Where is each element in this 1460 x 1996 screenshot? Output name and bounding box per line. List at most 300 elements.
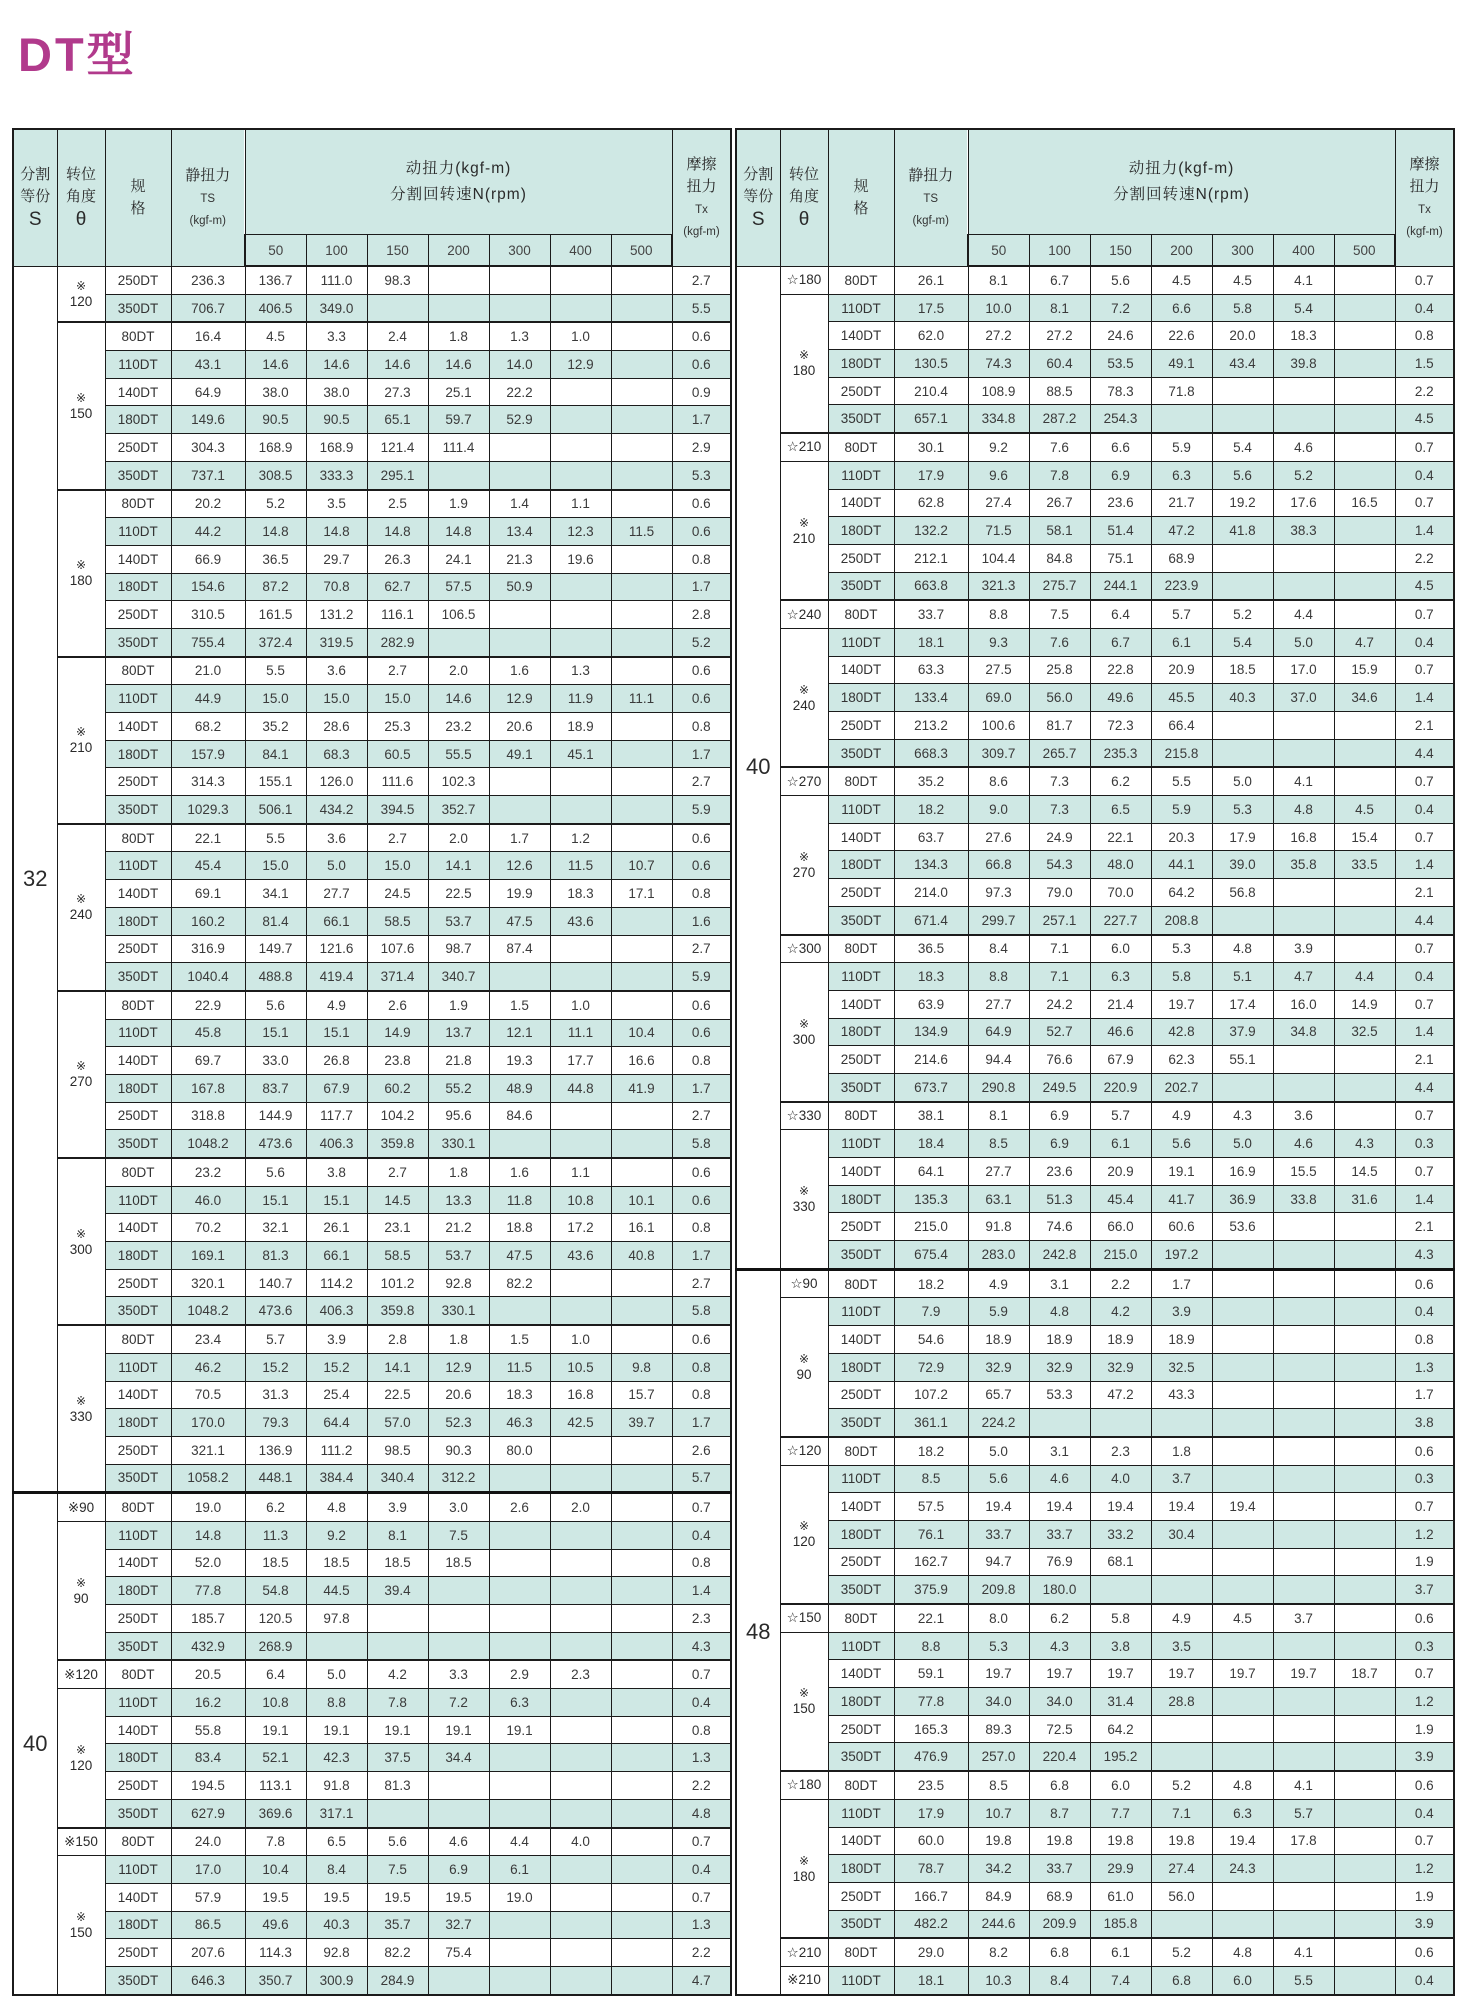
dynamic-torque-cell: 168.9 xyxy=(306,434,367,462)
dynamic-torque-cell xyxy=(1273,572,1334,600)
dynamic-torque-cell xyxy=(611,322,672,350)
friction-torque-cell: 2.2 xyxy=(1395,544,1454,572)
dynamic-torque-cell: 1.0 xyxy=(550,322,611,350)
friction-torque-cell: 0.7 xyxy=(1395,823,1454,851)
dynamic-torque-cell: 7.6 xyxy=(1029,628,1090,656)
friction-torque-cell: 5.7 xyxy=(672,1464,731,1493)
static-torque-cell: 1048.2 xyxy=(171,1297,245,1325)
dynamic-torque-cell: 3.3 xyxy=(428,1660,489,1688)
dynamic-torque-cell: 25.4 xyxy=(306,1381,367,1409)
dynamic-torque-cell xyxy=(1273,739,1334,767)
spec-cell: 180DT xyxy=(828,851,894,879)
spec-cell: 80DT xyxy=(105,824,171,852)
dynamic-torque-cell: 98.5 xyxy=(367,1436,428,1464)
dynamic-torque-cell: 3.1 xyxy=(1029,1269,1090,1298)
dynamic-torque-cell: 42.8 xyxy=(1151,1018,1212,1046)
dynamic-torque-cell xyxy=(611,490,672,518)
dynamic-torque-cell: 13.7 xyxy=(428,1019,489,1047)
dynamic-torque-cell: 352.7 xyxy=(428,796,489,824)
dynamic-torque-cell xyxy=(1273,1073,1334,1101)
angle-cell: ※ 150 xyxy=(57,1856,105,1995)
table-row xyxy=(13,1242,731,1270)
friction-torque-cell: 1.7 xyxy=(672,573,731,601)
dynamic-torque-cell: 23.8 xyxy=(367,1047,428,1075)
dynamic-torque-cell: 6.9 xyxy=(1029,1102,1090,1130)
dynamic-torque-cell: 384.4 xyxy=(306,1464,367,1493)
dynamic-torque-cell: 406.3 xyxy=(306,1130,367,1158)
table-row xyxy=(736,935,1454,963)
dynamic-torque-cell xyxy=(1273,1910,1334,1938)
static-torque-cell: 1040.4 xyxy=(171,963,245,991)
static-torque-cell: 76.1 xyxy=(894,1520,968,1548)
col-header-spec: 规 格 xyxy=(828,129,894,266)
dynamic-torque-cell xyxy=(611,1660,672,1688)
dynamic-torque-cell: 7.4 xyxy=(1090,1966,1151,1994)
dynamic-torque-cell: 26.3 xyxy=(367,545,428,573)
dynamic-torque-cell: 6.3 xyxy=(1151,461,1212,489)
spec-cell: 350DT xyxy=(828,906,894,934)
dynamic-torque-cell xyxy=(550,628,611,656)
dynamic-torque-cell: 19.7 xyxy=(1090,1660,1151,1688)
table-row xyxy=(13,1577,731,1605)
dynamic-torque-cell: 16.9 xyxy=(1212,1158,1273,1186)
spec-cell: 350DT xyxy=(828,1576,894,1604)
dynamic-torque-cell xyxy=(1212,1576,1273,1604)
dynamic-torque-cell: 52.7 xyxy=(1029,1018,1090,1046)
dynamic-torque-cell: 117.7 xyxy=(306,1102,367,1130)
dynamic-torque-cell: 8.2 xyxy=(968,1938,1029,1966)
spec-cell: 140DT xyxy=(105,1381,171,1409)
dynamic-torque-cell xyxy=(1273,1241,1334,1270)
dynamic-torque-cell xyxy=(611,378,672,406)
dynamic-torque-cell: 49.1 xyxy=(489,740,550,768)
dynamic-torque-cell: 202.7 xyxy=(1151,1073,1212,1101)
spec-cell: 140DT xyxy=(105,1047,171,1075)
spec-cell: 350DT xyxy=(828,405,894,433)
dynamic-torque-cell: 19.5 xyxy=(245,1883,306,1911)
dynamic-torque-cell: 64.2 xyxy=(1090,1715,1151,1743)
dynamic-torque-cell: 16.5 xyxy=(1334,489,1395,517)
friction-torque-cell: 0.6 xyxy=(672,322,731,350)
angle-cell: ☆270 xyxy=(780,767,828,795)
dynamic-torque-cell: 312.2 xyxy=(428,1464,489,1493)
static-torque-cell: 59.1 xyxy=(894,1660,968,1688)
spec-cell: 140DT xyxy=(105,1214,171,1242)
static-torque-cell: 321.1 xyxy=(171,1436,245,1464)
static-torque-cell: 1058.2 xyxy=(171,1464,245,1493)
dynamic-torque-cell xyxy=(1273,1437,1334,1465)
dynamic-torque-cell: 7.1 xyxy=(1029,935,1090,963)
spec-cell: 250DT xyxy=(105,1436,171,1464)
dynamic-torque-cell: 19.7 xyxy=(1029,1660,1090,1688)
dynamic-torque-cell xyxy=(1334,294,1395,322)
dynamic-torque-cell xyxy=(428,1799,489,1827)
dynamic-torque-cell: 15.9 xyxy=(1334,656,1395,684)
dynamic-torque-cell: 46.6 xyxy=(1090,1018,1151,1046)
dynamic-torque-cell: 4.3 xyxy=(1334,1130,1395,1158)
dynamic-torque-cell: 19.1 xyxy=(428,1716,489,1744)
dynamic-torque-cell: 19.5 xyxy=(428,1883,489,1911)
static-torque-cell: 24.0 xyxy=(171,1828,245,1856)
dynamic-torque-cell: 94.4 xyxy=(968,1046,1029,1074)
dynamic-torque-cell: 7.8 xyxy=(245,1828,306,1856)
dynamic-torque-cell: 209.8 xyxy=(968,1576,1029,1604)
angle-cell: ※ 210 xyxy=(57,657,105,824)
dynamic-torque-cell: 195.2 xyxy=(1090,1743,1151,1771)
friction-torque-cell: 1.6 xyxy=(672,907,731,935)
dynamic-torque-cell: 268.9 xyxy=(245,1632,306,1660)
spec-cell: 350DT xyxy=(828,1743,894,1771)
dynamic-torque-cell: 4.1 xyxy=(1273,767,1334,795)
friction-torque-cell: 0.8 xyxy=(672,1047,731,1075)
static-torque-cell: 17.9 xyxy=(894,1799,968,1827)
friction-torque-cell: 0.6 xyxy=(672,657,731,685)
table-row xyxy=(736,1493,1454,1521)
spec-cell: 140DT xyxy=(828,1827,894,1855)
static-torque-cell: 57.9 xyxy=(171,1883,245,1911)
angle-cell: ※ 120 xyxy=(57,1689,105,1828)
dynamic-torque-cell xyxy=(550,1799,611,1827)
dynamic-torque-cell: 84.9 xyxy=(968,1882,1029,1910)
dynamic-torque-cell xyxy=(489,266,550,294)
dynamic-torque-cell xyxy=(1334,350,1395,378)
dynamic-torque-cell: 56.8 xyxy=(1212,879,1273,907)
static-torque-cell: 673.7 xyxy=(894,1073,968,1101)
static-torque-cell: 21.0 xyxy=(171,657,245,685)
dynamic-torque-cell: 244.1 xyxy=(1090,572,1151,600)
dynamic-torque-cell: 5.6 xyxy=(1090,266,1151,294)
dynamic-torque-cell xyxy=(1273,1576,1334,1604)
dynamic-torque-cell: 5.4 xyxy=(1212,433,1273,461)
dynamic-torque-cell xyxy=(1151,1576,1212,1604)
dynamic-torque-cell: 14.9 xyxy=(367,1019,428,1047)
angle-cell: ※ 180 xyxy=(57,490,105,657)
dynamic-torque-cell: 1.8 xyxy=(1151,1437,1212,1465)
static-torque-cell: 663.8 xyxy=(894,572,968,600)
table-row xyxy=(13,1353,731,1381)
dynamic-torque-cell: 371.4 xyxy=(367,963,428,991)
static-torque-cell: 316.9 xyxy=(171,935,245,963)
dynamic-torque-cell: 1.8 xyxy=(428,322,489,350)
dynamic-torque-cell xyxy=(550,768,611,796)
speed-header-50: 50 xyxy=(968,235,1029,267)
friction-torque-cell: 0.8 xyxy=(672,713,731,741)
dynamic-torque-cell: 5.1 xyxy=(1212,963,1273,991)
speed-header-200: 200 xyxy=(428,235,489,267)
dynamic-torque-cell: 6.6 xyxy=(1090,433,1151,461)
dynamic-torque-cell xyxy=(1334,712,1395,740)
dynamic-torque-cell: 45.1 xyxy=(550,740,611,768)
spec-cell: 180DT xyxy=(105,406,171,434)
dynamic-torque-cell: 2.3 xyxy=(550,1660,611,1688)
speed-header-300: 300 xyxy=(489,235,550,267)
table-row xyxy=(736,1130,1454,1158)
spec-cell: 350DT xyxy=(105,294,171,322)
dynamic-torque-cell: 359.8 xyxy=(367,1297,428,1325)
division-count-cell: 48 xyxy=(736,1269,780,1994)
friction-torque-cell: 1.2 xyxy=(1395,1855,1454,1883)
static-torque-cell: 166.7 xyxy=(894,1882,968,1910)
friction-torque-cell: 1.5 xyxy=(1395,350,1454,378)
friction-torque-cell: 3.8 xyxy=(1395,1409,1454,1437)
dynamic-torque-cell: 15.0 xyxy=(367,685,428,713)
dynamic-torque-cell: 111.0 xyxy=(306,266,367,294)
friction-torque-cell: 2.2 xyxy=(1395,377,1454,405)
dynamic-torque-cell xyxy=(1334,1882,1395,1910)
friction-torque-cell: 0.4 xyxy=(1395,461,1454,489)
dynamic-torque-cell: 4.4 xyxy=(1334,963,1395,991)
table-row xyxy=(13,573,731,601)
spec-cell: 140DT xyxy=(828,990,894,1018)
dynamic-torque-cell: 1.2 xyxy=(550,824,611,852)
dynamic-torque-cell: 4.8 xyxy=(1212,935,1273,963)
dynamic-torque-cell: 14.1 xyxy=(367,1353,428,1381)
dynamic-torque-cell xyxy=(1151,1548,1212,1576)
dynamic-torque-cell: 235.3 xyxy=(1090,739,1151,767)
dynamic-torque-cell: 7.7 xyxy=(1090,1799,1151,1827)
dynamic-torque-cell: 78.3 xyxy=(1090,377,1151,405)
dynamic-torque-cell: 5.7 xyxy=(1273,1799,1334,1827)
dynamic-torque-cell: 6.2 xyxy=(1090,767,1151,795)
dynamic-torque-cell: 6.5 xyxy=(306,1828,367,1856)
spec-cell: 350DT xyxy=(105,796,171,824)
dynamic-torque-cell: 19.4 xyxy=(1212,1827,1273,1855)
friction-torque-cell: 0.4 xyxy=(1395,294,1454,322)
col-header-friction-torque: 摩擦 扭力 Tx (kgf-m) xyxy=(1395,129,1454,266)
dynamic-torque-cell: 330.1 xyxy=(428,1130,489,1158)
dynamic-torque-cell: 5.5 xyxy=(245,824,306,852)
table-row xyxy=(13,1297,731,1325)
dynamic-torque-cell: 1.5 xyxy=(489,991,550,1019)
dynamic-torque-cell: 20.0 xyxy=(1212,322,1273,350)
friction-torque-cell: 0.6 xyxy=(1395,1437,1454,1465)
friction-torque-cell: 0.4 xyxy=(1395,1298,1454,1326)
friction-torque-cell: 0.9 xyxy=(672,378,731,406)
static-torque-cell: 8.8 xyxy=(894,1632,968,1660)
friction-torque-cell: 2.1 xyxy=(1395,1046,1454,1074)
dynamic-torque-cell: 5.0 xyxy=(1273,628,1334,656)
dynamic-torque-cell: 39.0 xyxy=(1212,851,1273,879)
table-row xyxy=(736,1073,1454,1101)
division-count-cell: 40 xyxy=(736,266,780,1269)
dynamic-torque-cell: 4.1 xyxy=(1273,1771,1334,1799)
dynamic-torque-cell: 15.2 xyxy=(245,1353,306,1381)
dynamic-torque-cell: 63.1 xyxy=(968,1185,1029,1213)
dynamic-torque-cell: 2.6 xyxy=(489,1493,550,1522)
friction-torque-cell: 0.4 xyxy=(672,1856,731,1884)
dynamic-torque-cell xyxy=(1334,266,1395,294)
dynamic-torque-cell xyxy=(1273,712,1334,740)
table-row xyxy=(736,1465,1454,1493)
dynamic-torque-cell: 71.5 xyxy=(968,517,1029,545)
dynamic-torque-cell xyxy=(1212,1715,1273,1743)
dynamic-torque-cell xyxy=(1334,879,1395,907)
spec-cell: 80DT xyxy=(828,1102,894,1130)
static-torque-cell: 165.3 xyxy=(894,1715,968,1743)
dynamic-torque-cell xyxy=(611,628,672,656)
dynamic-torque-cell: 22.1 xyxy=(1090,823,1151,851)
dynamic-torque-cell xyxy=(611,1911,672,1939)
col-header-angle: 转位 角度 θ xyxy=(57,129,105,266)
table-row xyxy=(13,1019,731,1047)
dynamic-torque-cell xyxy=(1334,1046,1395,1074)
dynamic-torque-cell: 18.9 xyxy=(1090,1326,1151,1354)
dynamic-torque-cell xyxy=(1212,739,1273,767)
static-torque-cell: 30.1 xyxy=(894,433,968,461)
spec-cell: 110DT xyxy=(828,628,894,656)
spec-cell: 80DT xyxy=(828,1938,894,1966)
dynamic-torque-cell: 7.8 xyxy=(367,1689,428,1717)
dynamic-torque-cell xyxy=(1273,906,1334,934)
dynamic-torque-cell: 38.3 xyxy=(1273,517,1334,545)
dynamic-torque-cell: 106.5 xyxy=(428,601,489,629)
dynamic-torque-cell: 19.8 xyxy=(1151,1827,1212,1855)
dynamic-torque-cell xyxy=(611,1716,672,1744)
friction-torque-cell: 0.6 xyxy=(1395,1269,1454,1298)
dynamic-torque-cell xyxy=(550,1130,611,1158)
dynamic-torque-cell xyxy=(1273,1493,1334,1521)
spec-cell: 350DT xyxy=(105,1130,171,1158)
dynamic-torque-cell: 1.7 xyxy=(1151,1269,1212,1298)
dynamic-torque-cell: 27.5 xyxy=(968,656,1029,684)
dynamic-torque-cell xyxy=(489,1577,550,1605)
dynamic-torque-cell xyxy=(611,657,672,685)
spec-cell: 110DT xyxy=(105,518,171,546)
dynamic-torque-cell: 369.6 xyxy=(245,1799,306,1827)
dynamic-torque-cell xyxy=(1212,572,1273,600)
dynamic-torque-cell xyxy=(1273,1353,1334,1381)
dynamic-torque-cell xyxy=(489,963,550,991)
dynamic-torque-cell: 299.7 xyxy=(968,906,1029,934)
col-header-static-torque: 静扭力 TS (kgf-m) xyxy=(894,129,968,266)
dynamic-torque-cell: 7.1 xyxy=(1029,963,1090,991)
dynamic-torque-cell xyxy=(1334,1353,1395,1381)
spec-cell: 110DT xyxy=(105,1186,171,1214)
dynamic-torque-cell xyxy=(550,434,611,462)
dynamic-torque-cell: 3.9 xyxy=(367,1493,428,1522)
dynamic-torque-cell xyxy=(550,1939,611,1967)
static-torque-cell: 214.0 xyxy=(894,879,968,907)
dynamic-torque-cell: 5.2 xyxy=(1273,461,1334,489)
spec-cell: 250DT xyxy=(105,1102,171,1130)
table-row xyxy=(736,1185,1454,1213)
dynamic-torque-cell: 39.4 xyxy=(367,1577,428,1605)
dynamic-torque-cell xyxy=(428,628,489,656)
dynamic-torque-cell: 61.0 xyxy=(1090,1882,1151,1910)
spec-cell: 180DT xyxy=(105,573,171,601)
dynamic-torque-cell: 88.5 xyxy=(1029,377,1090,405)
friction-torque-cell: 2.3 xyxy=(672,1605,731,1633)
static-torque-cell: 83.4 xyxy=(171,1744,245,1772)
dynamic-torque-cell: 3.7 xyxy=(1273,1604,1334,1632)
dynamic-torque-cell: 7.8 xyxy=(1029,461,1090,489)
static-torque-cell: 18.4 xyxy=(894,1130,968,1158)
friction-torque-cell: 0.4 xyxy=(1395,1799,1454,1827)
table-row xyxy=(736,322,1454,350)
dynamic-torque-cell: 121.6 xyxy=(306,935,367,963)
angle-cell: ※ 270 xyxy=(780,796,828,935)
spec-cell: 250DT xyxy=(828,1381,894,1409)
dynamic-torque-cell: 19.8 xyxy=(968,1827,1029,1855)
spec-cell: 140DT xyxy=(828,656,894,684)
dynamic-torque-cell: 23.1 xyxy=(367,1214,428,1242)
static-torque-cell: 18.2 xyxy=(894,1437,968,1465)
dynamic-torque-cell: 5.6 xyxy=(1151,1130,1212,1158)
static-torque-cell: 70.5 xyxy=(171,1381,245,1409)
angle-cell: ※ 330 xyxy=(780,1130,828,1269)
table-row xyxy=(736,851,1454,879)
dynamic-torque-cell xyxy=(550,935,611,963)
dynamic-torque-cell: 24.2 xyxy=(1029,990,1090,1018)
dynamic-torque-cell xyxy=(1212,405,1273,433)
dynamic-torque-cell xyxy=(1273,1409,1334,1437)
static-torque-cell: 132.2 xyxy=(894,517,968,545)
static-torque-cell: 16.2 xyxy=(171,1689,245,1717)
dynamic-torque-cell: 84.6 xyxy=(489,1102,550,1130)
table-row xyxy=(13,1911,731,1939)
dynamic-torque-cell: 18.9 xyxy=(550,713,611,741)
dynamic-torque-cell: 95.6 xyxy=(428,1102,489,1130)
dynamic-torque-cell xyxy=(611,713,672,741)
dynamic-torque-cell: 6.1 xyxy=(489,1856,550,1884)
dynamic-torque-cell: 66.8 xyxy=(968,851,1029,879)
friction-torque-cell: 0.6 xyxy=(672,1325,731,1353)
dynamic-torque-cell: 2.5 xyxy=(367,490,428,518)
dynamic-torque-cell xyxy=(611,1158,672,1186)
dynamic-torque-cell xyxy=(1334,1799,1395,1827)
dynamic-torque-cell: 27.2 xyxy=(1029,322,1090,350)
dynamic-torque-cell xyxy=(611,1772,672,1800)
dynamic-torque-cell xyxy=(1334,1632,1395,1660)
dynamic-torque-cell xyxy=(611,294,672,322)
spec-cell: 80DT xyxy=(105,1828,171,1856)
table-row xyxy=(13,991,731,1019)
static-torque-cell: 86.5 xyxy=(171,1911,245,1939)
friction-torque-cell: 0.6 xyxy=(1395,1938,1454,1966)
friction-torque-cell: 1.9 xyxy=(1395,1882,1454,1910)
static-torque-cell: 60.0 xyxy=(894,1827,968,1855)
dynamic-torque-cell: 70.0 xyxy=(1090,879,1151,907)
spec-cell: 180DT xyxy=(105,1242,171,1270)
dynamic-torque-cell: 51.4 xyxy=(1090,517,1151,545)
friction-torque-cell: 0.6 xyxy=(672,518,731,546)
dynamic-torque-cell: 69.0 xyxy=(968,684,1029,712)
spec-cell: 250DT xyxy=(105,768,171,796)
dynamic-torque-cell xyxy=(550,1102,611,1130)
dynamic-torque-cell: 59.7 xyxy=(428,406,489,434)
table-row xyxy=(736,906,1454,934)
dynamic-torque-cell: 10.8 xyxy=(550,1186,611,1214)
dynamic-torque-cell: 65.1 xyxy=(367,406,428,434)
dynamic-torque-cell: 40.3 xyxy=(1212,684,1273,712)
static-torque-cell: 361.1 xyxy=(894,1409,968,1437)
static-torque-cell: 627.9 xyxy=(171,1799,245,1827)
spec-cell: 140DT xyxy=(105,1716,171,1744)
dynamic-torque-cell: 6.8 xyxy=(1029,1938,1090,1966)
table-row xyxy=(13,406,731,434)
dynamic-torque-cell: 19.6 xyxy=(550,545,611,573)
dynamic-torque-cell: 506.1 xyxy=(245,796,306,824)
dynamic-torque-cell: 9.6 xyxy=(968,461,1029,489)
static-torque-cell: 314.3 xyxy=(171,768,245,796)
dynamic-torque-cell: 4.8 xyxy=(306,1493,367,1522)
dynamic-torque-cell: 25.8 xyxy=(1029,656,1090,684)
dynamic-torque-cell: 81.4 xyxy=(245,907,306,935)
dynamic-torque-cell: 18.9 xyxy=(1029,1326,1090,1354)
dynamic-torque-cell: 5.3 xyxy=(1151,935,1212,963)
dynamic-torque-cell: 5.0 xyxy=(306,1660,367,1688)
table-row xyxy=(13,1214,731,1242)
